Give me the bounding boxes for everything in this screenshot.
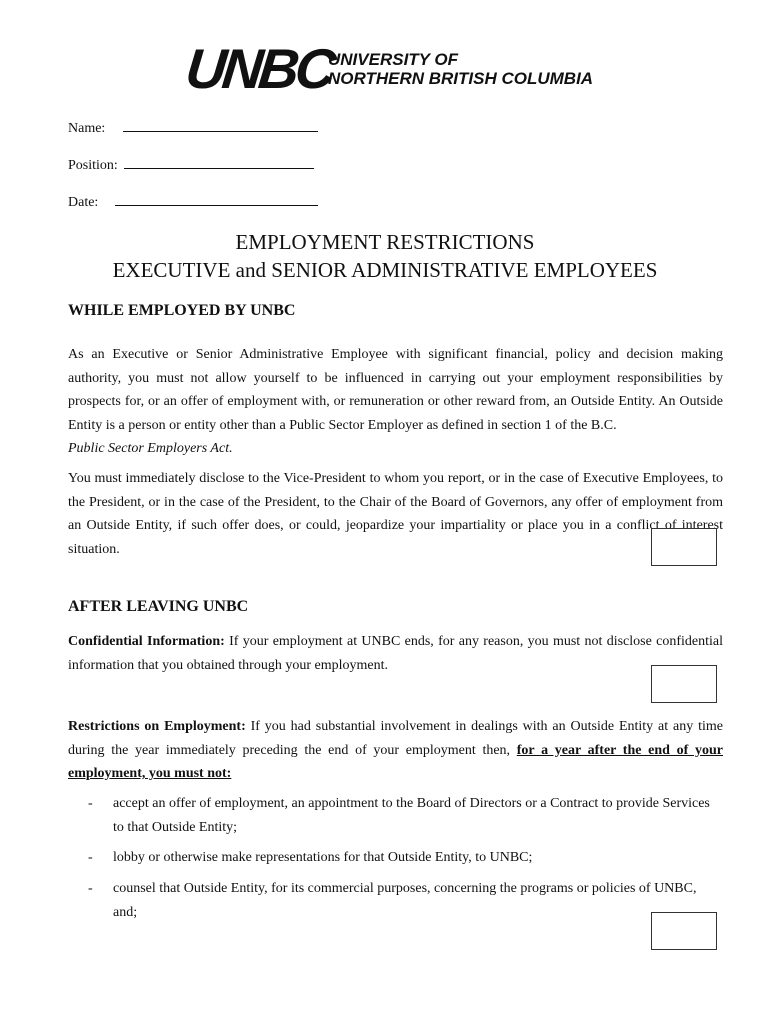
bullet-dash: -: [88, 881, 93, 896]
date-label: Date:: [68, 195, 99, 210]
bullet-text: accept an offer of employment, an appointment to the Board of Directors or a Contract to provide Services to that Outside Entity;: [113, 796, 710, 835]
restriction-bullet: [88, 792, 718, 839]
document-subtitle: EXECUTIVE and SENIOR ADMINISTRATIVE EMPLOYEES: [112, 258, 658, 282]
restriction-bullet: [88, 877, 718, 924]
paragraph-confidential: [68, 630, 723, 677]
name-label: Name:: [68, 121, 106, 136]
section-heading-after-leaving: AFTER LEAVING UNBC: [68, 598, 249, 615]
date-field: [68, 193, 318, 211]
logo-line-1: UNIVERSITY OF: [328, 50, 459, 69]
name-field: [68, 119, 318, 137]
restrictions-text: If you had substantial involvement in dealings with an Outside Entity at any time during the year immediately preceding the end of your employment then,: [68, 719, 723, 758]
paragraph-restrictions: [68, 715, 723, 786]
bullet-dash: -: [88, 796, 93, 811]
logo-wordmark: [328, 50, 593, 88]
initials-box-2[interactable]: [651, 665, 717, 703]
position-label: Position:: [68, 158, 118, 173]
document-title: EMPLOYMENT RESTRICTIONS: [235, 230, 535, 254]
unbc-logo: [182, 37, 636, 100]
initials-box-1[interactable]: [651, 528, 717, 566]
restriction-bullet: [88, 846, 718, 870]
paragraph-influence: [68, 343, 723, 461]
act-name: Public Sector Employers Act.: [68, 441, 233, 456]
logo-line-2: NORTHERN BRITISH COLUMBIA: [328, 69, 594, 88]
paragraph-influence-text: As an Executive or Senior Administrative Employee with significant financial, policy and decision making authority, you must not allow yourself to be influenced in carrying out your employment responsibilities by prospects for, or an offer of employment with, or remuneration or other reward from, an Outside Entity. An Outside Entity is a person or entity other than a Public Sector Employer as defined in section 1 of the B.C.: [68, 347, 723, 433]
confidential-label: Confidential Information:: [68, 634, 225, 649]
position-input-line[interactable]: [124, 156, 314, 169]
restrictions-emphasis: for a year after the end of your employment, you must not:: [68, 742, 723, 781]
logo-mark: UNBC: [182, 37, 336, 100]
restrictions-label: Restrictions on Employment:: [68, 719, 246, 734]
section-heading-while-employed: WHILE EMPLOYED BY UNBC: [68, 302, 296, 319]
initials-box-3[interactable]: [651, 912, 717, 950]
paragraph-disclosure: You must immediately disclose to the Vice-President to whom you report, or in the case of Executive Employees, to the President, or in the case of the President, to the Chair of the Board of Governors, any offer of employment from an Outside Entity, if such offer does, or could, jeopardize your impartiality or place you in a conflict of interest situation.: [68, 471, 723, 557]
name-input-line[interactable]: [123, 119, 318, 132]
bullet-dash: -: [88, 850, 93, 865]
date-input-line[interactable]: [115, 193, 318, 206]
confidential-text: If your employment at UNBC ends, for any reason, you must not disclose confidential information that you obtained through your employment.: [68, 634, 723, 673]
position-field: [68, 156, 314, 174]
bullet-text: lobby or otherwise make representations for that Outside Entity, to UNBC;: [113, 850, 533, 865]
bullet-text: counsel that Outside Entity, for its commercial purposes, concerning the programs or policies of UNBC, and;: [113, 881, 697, 920]
